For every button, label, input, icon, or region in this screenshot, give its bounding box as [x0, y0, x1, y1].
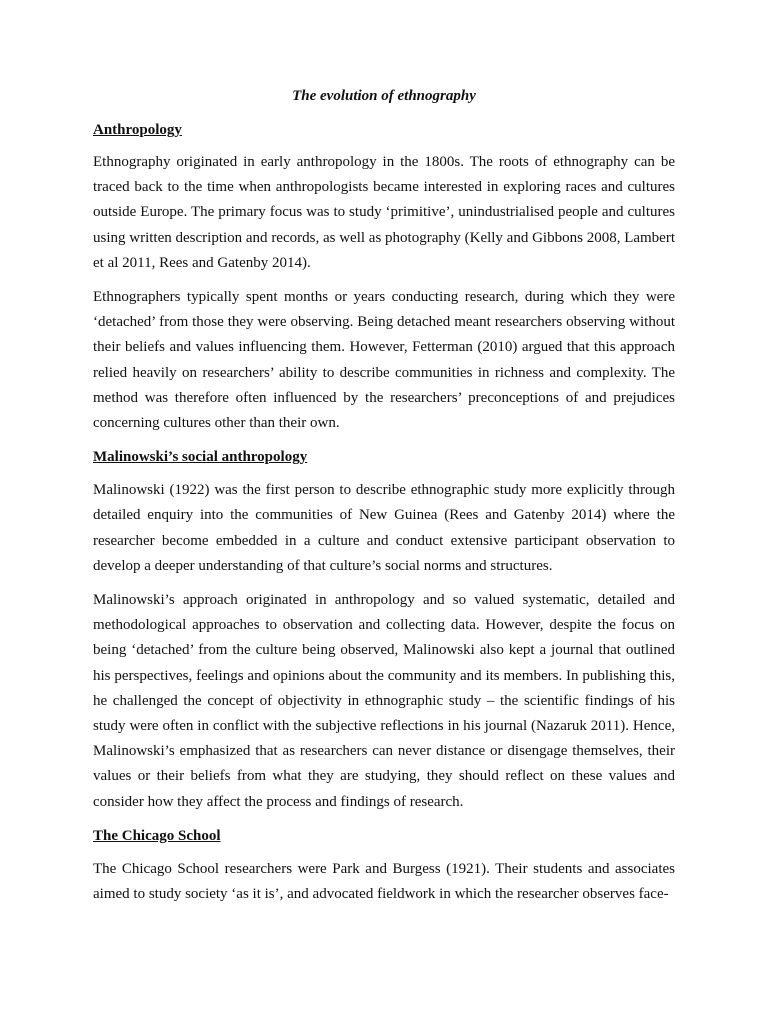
paragraph: Ethnography originated in early anthropology in the 1800s. The roots of ethnography can be traced back to the time when anthropologists became interested in exploring races and cultures outside Europe. The primary focus was to study ‘primitive’, unindustrialised people and cultures using written description and records, as well as photography (Kelly and Gibbons 2008, Lambert et al 2011, Rees and Gatenby 2014).: [93, 154, 675, 271]
paragraph: Malinowski (1922) was the first person to describe ethnographic study more explicitly through detailed enquiry into the communities of New Guinea (Rees and Gatenby 2014) where the researcher become embedded in a culture and conduct extensive participant observation to develop a deeper understanding of that culture’s social norms and structures.: [93, 482, 675, 574]
section-heading-chicago-school: The Chicago School: [93, 827, 221, 844]
document-page: [93, 86, 675, 907]
paragraph: Ethnographers typically spent months or years conducting research, during which they were ‘detached’ from those they were observing. Being detached meant researchers observing without their beliefs and values influencing them. However, Fetterman (2010) argued that this approach relied heavily on researchers’ ability to describe communities in richness and complexity. The method was therefore often influenced by the researchers’ preconceptions of and prejudices concerning cultures other than their own.: [93, 289, 675, 432]
section-heading-anthropology: Anthropology: [93, 122, 182, 138]
section-heading-malinowski: Malinowski’s social anthropology: [93, 449, 308, 466]
paragraph: Malinowski’s approach originated in anthropology and so valued systematic, detailed and methodological approaches to observation and collecting data. However, despite the focus on being ‘detached’ from the culture being observed, Malinowski also kept a journal that outlined his perspectives, feelings and opinions about the community and its members. In publishing this, he challenged the concept of objectivity in ethnographic study – the scientific findings of his study were often in conflict with the subjective reflections in his journal (Nazaruk 2011). Hence, Malinowski’s emphasized that as researchers can never distance or disengage themselves, their values or their beliefs from what they are studying, they should reflect on these values and consider how they affect the process and findings of research.: [93, 592, 675, 810]
document-title: The evolution of ethnography: [292, 88, 476, 104]
paragraph: The Chicago School researchers were Park and Burgess (1921). Their students and associates aimed to study society ‘as it is’, and advocated fieldwork in which the researcher observes face-: [93, 860, 675, 903]
